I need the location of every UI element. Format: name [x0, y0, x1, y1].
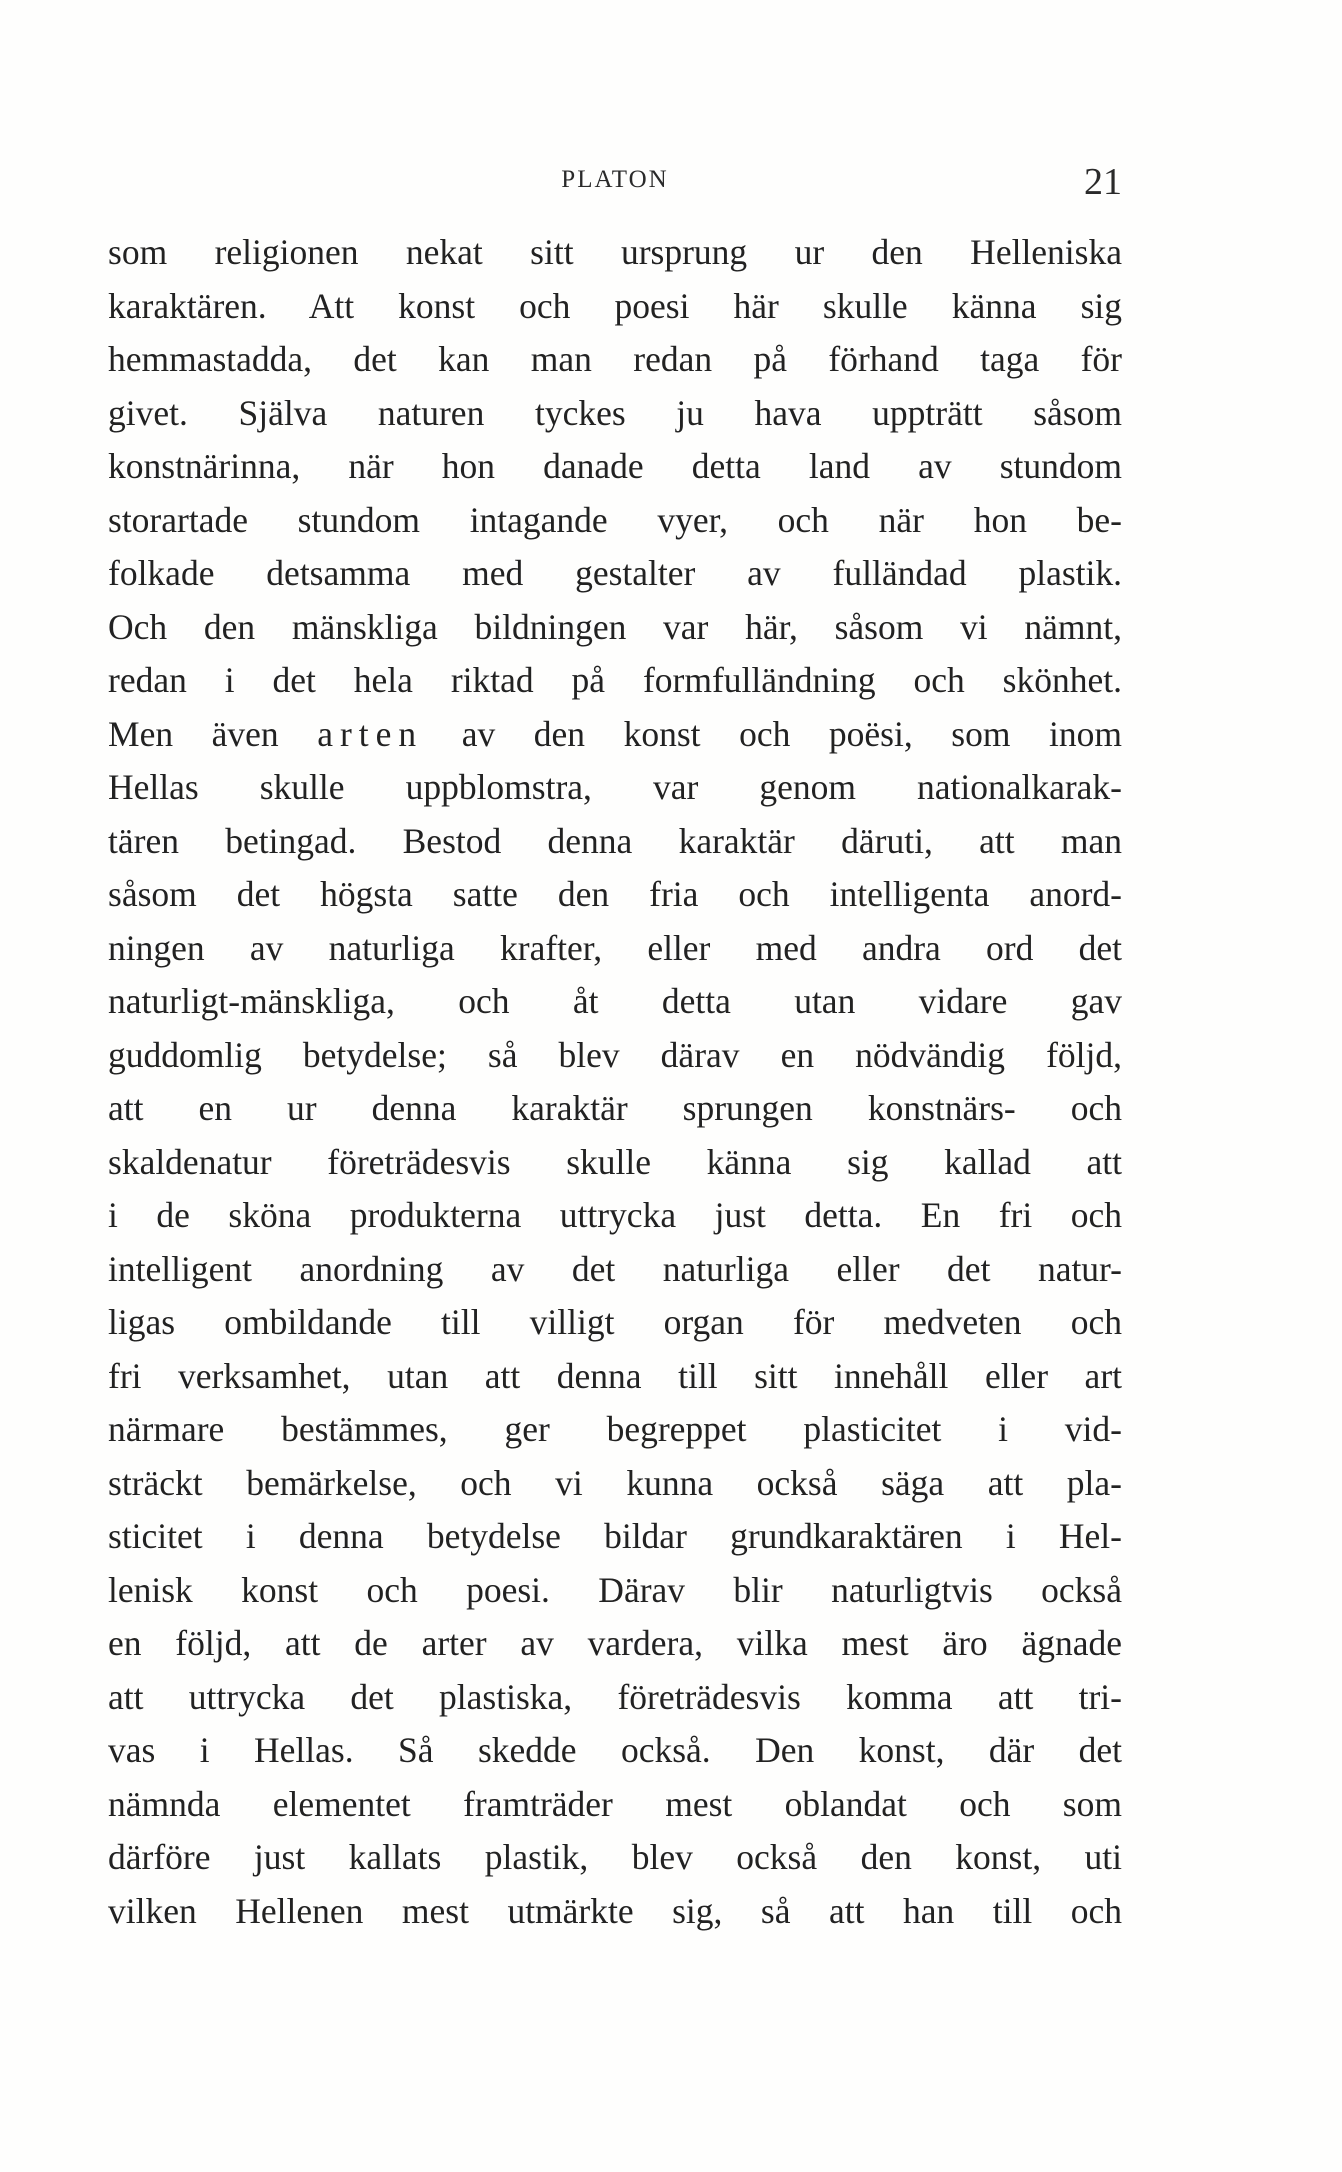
text-line: vas i Hellas. Så skedde också. Den konst, där det — [108, 1730, 1122, 1770]
spaced-emphasis-word: arten — [317, 713, 424, 754]
text-line: såsom det högsta satte den fria och intelligenta anord- — [108, 874, 1122, 914]
running-title: PLATON — [561, 166, 669, 193]
text-line: Hellas skulle uppblomstra, var genom nationalkarak- — [108, 767, 1122, 807]
text-line: sticitet i denna betydelse bildar grundkaraktären i Hel- — [108, 1516, 1122, 1556]
text-line: sträckt bemärkelse, och vi kunna också säga att pla- — [108, 1462, 1122, 1503]
text-line: ligas ombildande till villigt organ för medveten och — [108, 1302, 1122, 1342]
text-segment: av den konst och poësi, som inom — [423, 713, 1122, 754]
text-line: karaktären. Att konst och poesi här skulle känna sig — [108, 285, 1122, 326]
text-line: konstnärinna, när hon danade detta land av stundom — [108, 446, 1122, 486]
text-line: hemmastadda, det kan man redan på förhand taga för — [108, 339, 1122, 379]
text-line: att en ur denna karaktär sprungen konstnärs- och — [108, 1088, 1122, 1128]
text-line: intelligent anordning av det naturliga eller det natur- — [108, 1248, 1122, 1289]
text-line: vilken Hellenen mest utmärkte sig, så att han till och — [108, 1890, 1122, 1931]
text-line: nämnda elementet framträder mest oblandat och som — [108, 1783, 1122, 1824]
text-line: närmare bestämmes, ger begreppet plasticitet i vid- — [108, 1409, 1122, 1449]
body-text — [108, 226, 1122, 1938]
text-line: därföre just kallats plastik, blev också den konst, uti — [108, 1837, 1122, 1877]
text-line: att uttrycka det plastiska, företrädesvis komma att tri- — [108, 1676, 1122, 1717]
text-line: ningen av naturliga krafter, eller med andra ord det — [108, 927, 1122, 968]
text-line: i de sköna produkterna uttrycka just detta. En fri och — [108, 1195, 1122, 1235]
text-line: guddomlig betydelse; så blev därav en nödvändig följd, — [108, 1034, 1122, 1075]
text-line: fri verksamhet, utan att denna till sitt innehåll eller art — [108, 1355, 1122, 1396]
text-line: redan i det hela riktad på formfulländning och skönhet. — [108, 660, 1122, 700]
text-line: folkade detsamma med gestalter av fulländad plastik. — [108, 553, 1122, 593]
text-line: lenisk konst och poesi. Därav blir naturligtvis också — [108, 1569, 1122, 1610]
text-line: storartade stundom intagande vyer, och när hon be- — [108, 499, 1122, 540]
text-line-with-spaced-word — [108, 708, 1122, 762]
text-line: naturligt-mänskliga, och åt detta utan vidare gav — [108, 981, 1122, 1021]
running-head — [108, 160, 1122, 206]
text-line: skaldenatur företrädesvis skulle känna sig kallad att — [108, 1141, 1122, 1182]
text-line: tären betingad. Bestod denna karaktär däruti, att man — [108, 820, 1122, 861]
page-number: 21 — [1084, 161, 1122, 203]
text-line: Och den mänskliga bildningen var här, såsom vi nämnt, — [108, 606, 1122, 647]
text-line: en följd, att de arter av vardera, vilka mest äro ägnade — [108, 1623, 1122, 1663]
text-line: som religionen nekat sitt ursprung ur den Helleniska — [108, 232, 1122, 272]
text-line: givet. Själva naturen tyckes ju hava uppträtt såsom — [108, 392, 1122, 433]
text-segment: Men även — [108, 713, 318, 754]
